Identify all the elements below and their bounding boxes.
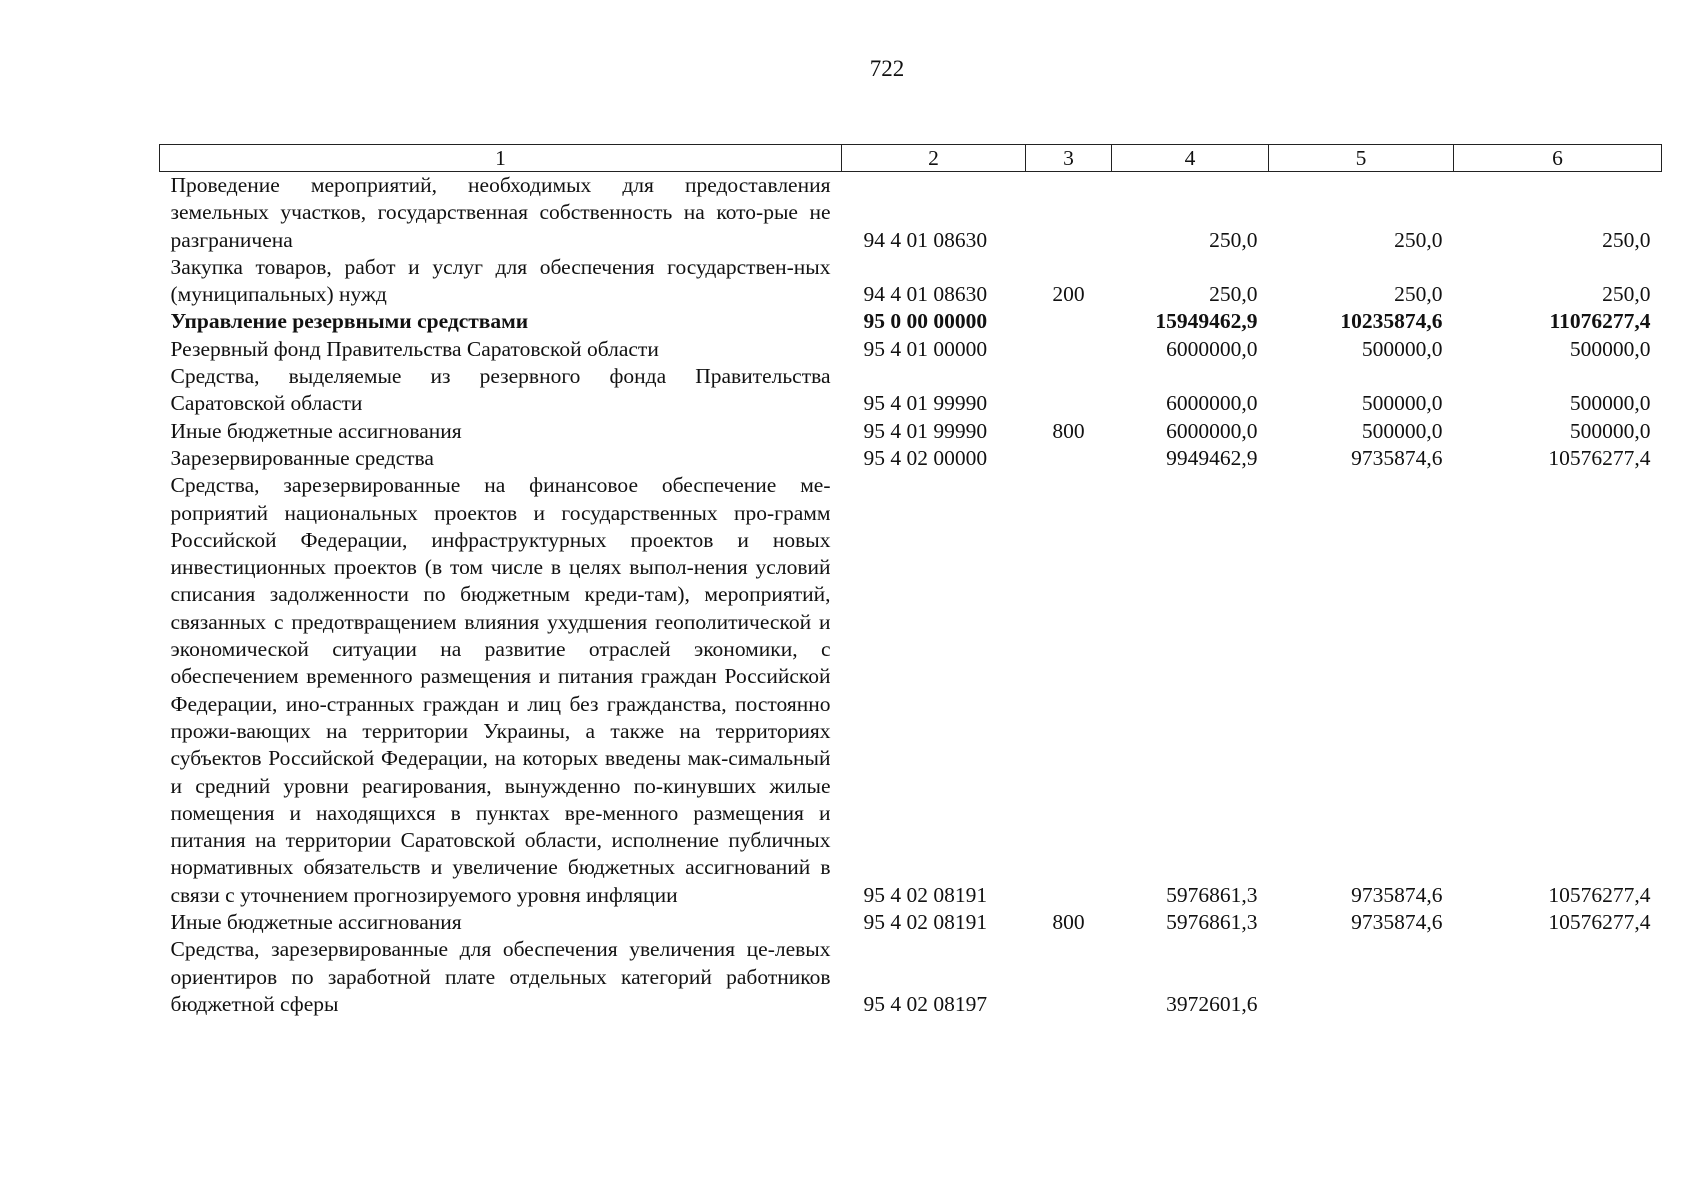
- column-header-4: 4: [1112, 145, 1269, 172]
- table-row: [160, 909, 1662, 936]
- row-name: Зарезервированные средства: [170, 445, 434, 470]
- row-code: 95 4 01 00000: [863, 336, 988, 361]
- row-expense-type: [1026, 936, 1112, 1018]
- row-value-col6: 11076277,4: [1549, 309, 1651, 334]
- row-name: Иные бюджетные ассигнования: [170, 910, 462, 935]
- column-header-5: 5: [1269, 145, 1454, 172]
- row-code: 95 4 02 08191: [863, 882, 988, 907]
- row-value-col6: 10576277,4: [1548, 910, 1651, 935]
- row-value-col5: 250,0: [1394, 227, 1443, 252]
- row-expense-type: [1026, 445, 1112, 472]
- row-value-col5: 500000,0: [1361, 391, 1443, 416]
- row-code: 95 0 00 00000: [863, 309, 988, 334]
- row-value-col5: 250,0: [1394, 282, 1443, 307]
- row-expense-type: [1026, 308, 1112, 335]
- row-value-col4: 5976861,3: [1166, 882, 1258, 907]
- table-header-row: [160, 145, 1662, 172]
- column-header-2: 2: [842, 145, 1026, 172]
- row-value-col6: [1454, 936, 1662, 1018]
- table-row: [160, 363, 1662, 418]
- row-value-col4: 250,0: [1209, 282, 1258, 307]
- row-value-col5: 10235874,6: [1340, 309, 1443, 334]
- row-expense-type: [1026, 363, 1112, 418]
- column-header-1: 1: [160, 145, 842, 172]
- row-value-col4: 15949462,9: [1155, 309, 1258, 334]
- table-row: [160, 336, 1662, 363]
- row-expense-type: 800: [1052, 418, 1085, 443]
- table-row: [160, 254, 1662, 309]
- row-value-col4: 5976861,3: [1166, 910, 1258, 935]
- row-value-col5: [1269, 936, 1454, 1018]
- budget-table: [159, 144, 1662, 1018]
- row-value-col4: 6000000,0: [1166, 336, 1258, 361]
- row-expense-type: 200: [1052, 282, 1085, 307]
- row-name: Закупка товаров, работ и услуг для обеспечения государствен-ных (муниципальных) нужд: [170, 254, 831, 307]
- row-name: Проведение мероприятий, необходимых для предоставления земельных участков, государственная собственность на кото-рые не разграничена: [170, 173, 831, 252]
- row-value-col4: 3972601,6: [1166, 991, 1258, 1016]
- row-value-col6: 500000,0: [1569, 336, 1651, 361]
- row-name: Средства, зарезервированные на финансовое обеспечение ме-роприятий национальных проектов и государственных про-грамм Российской Федерации, инфраструктурных проектов и новых инвестиционных проектов (в том числе в целях выпол-нения условий списания задолженности по бюджетным креди-там), мероприятий, связанных с предотвращением влияния ухудшения геополитической и экономической ситуации на развитие отраслей экономики, с обеспечением временного размещения и питания граждан Российской Федерации, ино-странных граждан и лиц без гражданства, постоянно прожи-вающих на территории Украины, а также на территориях субъектов Российской Федерации, на которых введены мак-симальный и средний уровни реагирования, вынужденно по-кинувших жилые помещения и находящихся в пунктах вре-менного размещения и питания на территории Саратовской области, исполнение публичных нормативных обязательств и увеличение бюджетных ассигнований в связи с уточнением прогнозируемого уровня инфляции: [170, 473, 831, 907]
- row-code: 94 4 01 08630: [863, 227, 988, 252]
- table-row: [160, 472, 1662, 909]
- row-code: 95 4 02 08191: [863, 910, 988, 935]
- table-row: [160, 308, 1662, 335]
- row-value-col4: 6000000,0: [1166, 418, 1258, 443]
- row-name: Средства, выделяемые из резервного фонда Правительства Саратовской области: [170, 364, 831, 416]
- row-code: 95 4 02 08197: [863, 991, 988, 1016]
- table-row: [160, 445, 1662, 472]
- row-value-col6: 250,0: [1602, 282, 1651, 307]
- row-value-col6: 500000,0: [1569, 391, 1651, 416]
- row-code: 95 4 02 00000: [863, 445, 988, 470]
- row-name: Резервный фонд Правительства Саратовской области: [170, 336, 659, 361]
- row-value-col4: 9949462,9: [1166, 445, 1258, 470]
- row-name: Управление резервными средствами: [170, 309, 529, 334]
- row-expense-type: [1026, 172, 1112, 254]
- row-value-col5: 9735874,6: [1351, 445, 1443, 470]
- row-code: 95 4 01 99990: [863, 418, 988, 443]
- row-code: 95 4 01 99990: [863, 391, 988, 416]
- row-code: 94 4 01 08630: [863, 282, 988, 307]
- row-expense-type: [1026, 472, 1112, 909]
- row-value-col5: 500000,0: [1361, 336, 1443, 361]
- row-value-col5: 9735874,6: [1351, 882, 1443, 907]
- column-header-3: 3: [1026, 145, 1112, 172]
- row-name: Средства, зарезервированные для обеспечения увеличения це-левых ориентиров по заработной плате отдельных категорий работников бюджетной сферы: [170, 937, 831, 1016]
- column-header-6: 6: [1454, 145, 1662, 172]
- row-value-col4: 6000000,0: [1166, 391, 1258, 416]
- row-expense-type: [1026, 336, 1112, 363]
- row-value-col6: 10576277,4: [1548, 882, 1651, 907]
- page-number: 722: [869, 56, 905, 81]
- row-name: Иные бюджетные ассигнования: [170, 418, 462, 443]
- table-row: [160, 172, 1662, 254]
- row-value-col5: 9735874,6: [1351, 910, 1443, 935]
- row-value-col6: 500000,0: [1569, 418, 1651, 443]
- table-row: [160, 418, 1662, 445]
- row-value-col5: 500000,0: [1361, 418, 1443, 443]
- row-value-col6: 250,0: [1602, 227, 1651, 252]
- row-expense-type: 800: [1052, 910, 1085, 935]
- table-body: [160, 172, 1662, 1019]
- row-value-col4: 250,0: [1209, 227, 1258, 252]
- row-value-col6: 10576277,4: [1548, 445, 1651, 470]
- table-row: [160, 936, 1662, 1018]
